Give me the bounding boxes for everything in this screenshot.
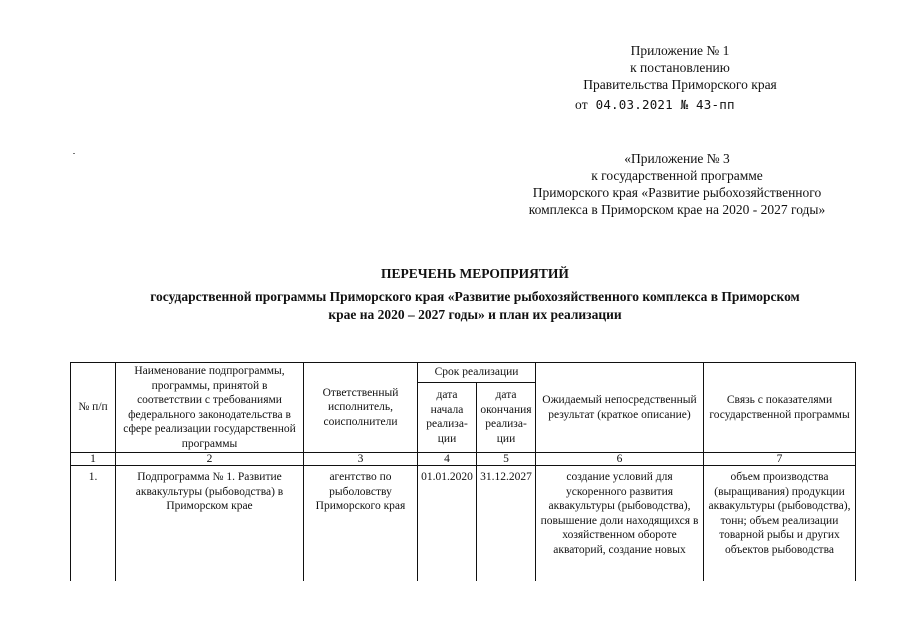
row-end: 31.12.2027 bbox=[477, 466, 536, 582]
column-number: 7 bbox=[704, 453, 856, 466]
row-result: создание условий для ускоренного развития аквакультуры (рыбоводства), повышение доли находящихся в хозяйственном обороте акваторий, создание новых bbox=[536, 466, 704, 582]
row-start: 01.01.2020 bbox=[418, 466, 477, 582]
document-title-line-1: ПЕРЕЧЕНЬ МЕРОПРИЯТИЙ bbox=[381, 266, 569, 281]
appendix-3-line-4: комплекса в Приморском крае на 2020 - 2027 годы» bbox=[528, 202, 826, 217]
header-term: Срок реализации bbox=[418, 363, 536, 383]
header-num: № п/п bbox=[71, 363, 116, 453]
table-header-row-1 bbox=[71, 363, 856, 383]
document-title bbox=[95, 265, 855, 324]
appendix-1-line-1: Приложение № 1 bbox=[630, 43, 730, 58]
row-num: 1. bbox=[71, 466, 116, 582]
column-number: 4 bbox=[418, 453, 477, 466]
appendix-3-line-1: «Приложение № 3 bbox=[624, 151, 730, 166]
header-start: дата начала реализа-ции bbox=[418, 382, 477, 452]
document-title-line-3: крае на 2020 – 2027 годы» и план их реализации bbox=[328, 307, 622, 322]
table-row bbox=[71, 466, 856, 582]
header-name: Наименование подпрограммы, программы, принятой в соответствии с требованиями федерального законодательства в сфере реализации государственной программы bbox=[116, 363, 304, 453]
column-number: 2 bbox=[116, 453, 304, 466]
header-end: дата окончания реализа-ции bbox=[477, 382, 536, 452]
decree-date-number bbox=[575, 97, 735, 113]
decree-date-prefix: от bbox=[575, 97, 588, 112]
row-link: объем производства (выращивания) продукции аквакультуры (рыбоводства), тонн; объем реализации товарной рыбы и других объектов рыбоводства bbox=[704, 466, 856, 582]
document-title-line-2: государственной программы Приморского края «Развитие рыбохозяйственного комплекса в Приморском bbox=[150, 289, 800, 304]
column-number: 5 bbox=[477, 453, 536, 466]
header-link: Связь с показателями государственной программы bbox=[704, 363, 856, 453]
row-name: Подпрограмма № 1. Развитие аквакультуры (рыбоводства) в Приморском крае bbox=[116, 466, 304, 582]
appendix-1-line-3: Правительства Приморского края bbox=[583, 77, 777, 92]
scan-speck bbox=[73, 153, 75, 154]
column-number: 3 bbox=[304, 453, 418, 466]
appendix-3-line-3: Приморского края «Развитие рыбохозяйственного bbox=[532, 185, 822, 200]
appendix-1-line-2: к постановлению bbox=[630, 60, 730, 75]
column-number-row bbox=[71, 453, 856, 466]
decree-stamp: 04.03.2021 № 43-пп bbox=[595, 97, 735, 112]
header-result: Ожидаемый непосредственный результат (краткое описание) bbox=[536, 363, 704, 453]
column-number: 6 bbox=[536, 453, 704, 466]
header-executor: Ответственный исполнитель, соисполнители bbox=[304, 363, 418, 453]
appendix-1-header bbox=[560, 42, 800, 93]
appendix-3-header bbox=[486, 150, 868, 218]
activities-table bbox=[70, 362, 856, 581]
column-number: 1 bbox=[71, 453, 116, 466]
appendix-3-line-2: к государственной программе bbox=[591, 168, 763, 183]
row-executor: агентство по рыболовству Приморского края bbox=[304, 466, 418, 582]
